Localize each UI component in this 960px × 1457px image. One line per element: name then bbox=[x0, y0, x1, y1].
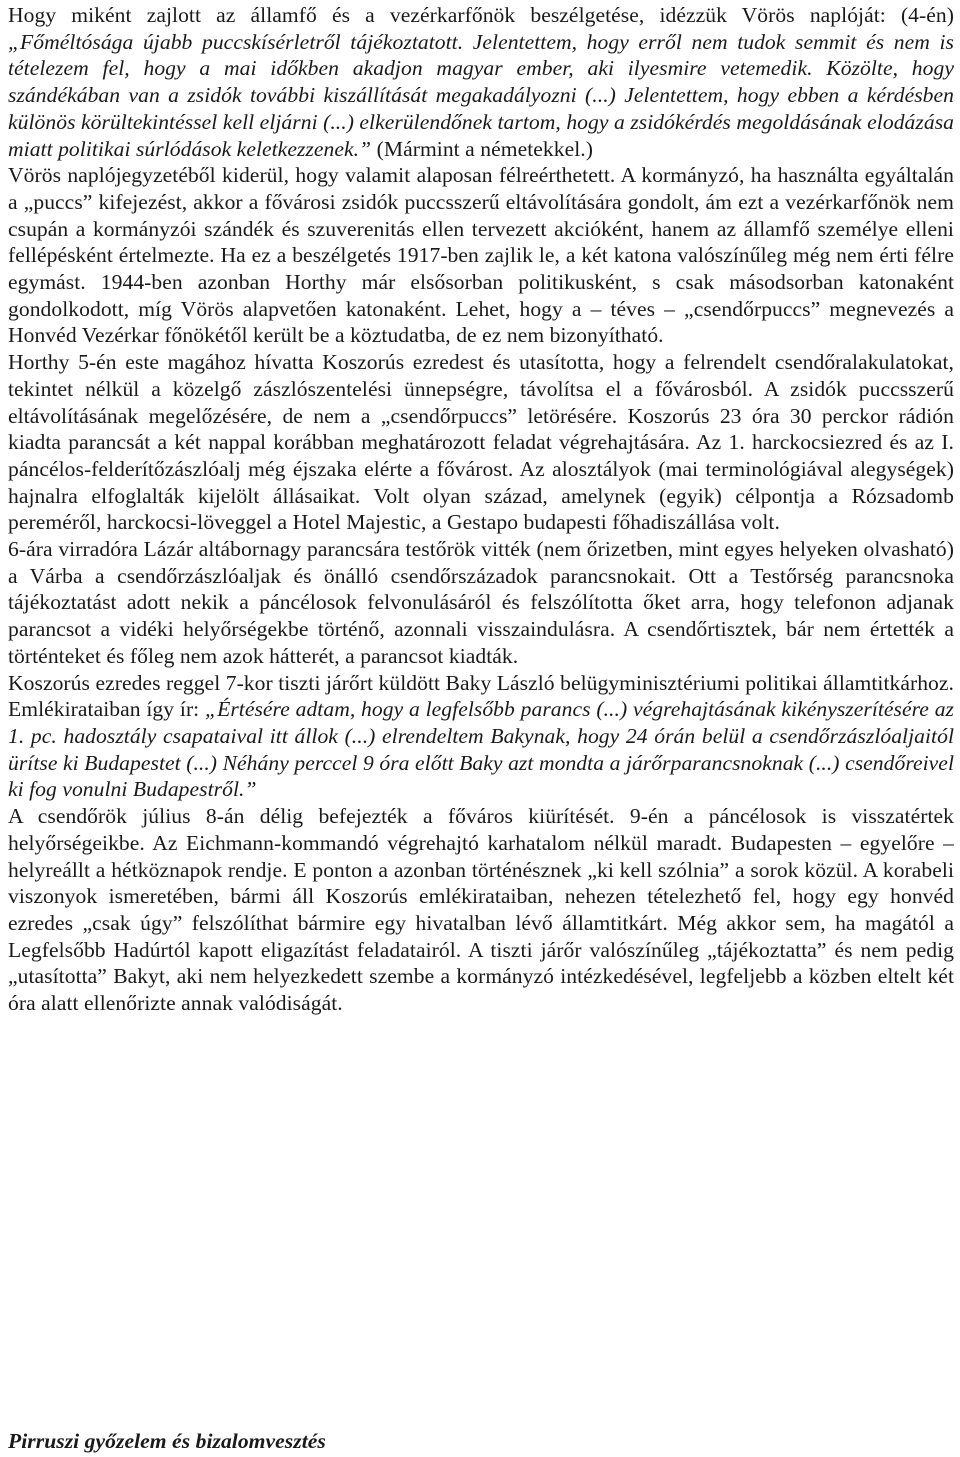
text-run: A csendőrök július 8-án délig befejezték a főváros kiürítését. 9-én a páncélosok is visszatértek helyőrségeikbe. Az Eichmann-kommandó végrehajtó karhatalom nélkül maradt. Budapesten – egyelőre – helyreállt a hétköznapok rendje. E ponton a azonban történésznek „ki kell szólnia” a sorok közül. A korabeli viszonyok ismeretében, bármi áll Koszorús emlékirataiban, nehezen tételezhető fel, hogy egy honvéd ezredes „csak úgy” felszólíthat bármire egy hivatalban lévő államtitkárt. Még akkor sem, ha magától a Legfelsőbb Hadúrtól kapott eligazítást feladatairól. A tiszti járőr valószínűleg „tájékoztatta” és nem pedig „utasította” Bakyt, aki nem helyezkedett szembe a kormányzó intézkedésével, legfeljebb a közben eltelt két óra alatt ellenőrizte annak valódiságát. bbox=[8, 804, 954, 1016]
quoted-text: „Értésére adtam, hogy a legfelsőbb parancs (...) végrehajtásának kikényszerítésére az 1. pc. hadosztály csapataival itt állok (...) elrendeltem Bakynak, hogy 24 órán belül a csendőrzászlóaljaitól ürítse ki Budapestet (...) Néhány perccel 9 óra előtt Baky azt mondta a járőrparancsnoknak (...) csendőreivel ki fog vonulni Budapestről.” bbox=[8, 697, 955, 802]
paragraph bbox=[8, 2, 954, 162]
section-heading: Pirruszi győzelem és bizalomvesztés bbox=[8, 1429, 326, 1453]
paragraph bbox=[8, 162, 954, 349]
body-text bbox=[8, 2, 954, 1017]
text-run: 6-ára virradóra Lázár altábornagy parancsára testőrök vitték (nem őrizetben, mint egyes helyeken olvasható) a Várba a csendőrzászlóaljak és önálló csendőrszázadok parancsnokait. Ott a Testőrség parancsnoka tájékoztatást adott nekik a páncélosok felvonulásáról és felszólította őket arra, hogy telefonon adjanak parancsot a vidéki helyőrségekbe történő, azonnali visszaindulásra. A csendőrtisztek, bár nem értették a történteket és főleg nem azok hátterét, a parancsot kiadták. bbox=[8, 537, 954, 668]
text-run: (Mármint a németekkel.) bbox=[371, 136, 593, 161]
paragraph bbox=[8, 536, 954, 670]
paragraph bbox=[8, 349, 954, 536]
paragraph bbox=[8, 670, 954, 804]
paragraph bbox=[8, 803, 954, 1017]
text-run: Vörös naplójegyzetéből kiderül, hogy valamit alaposan félreérthetett. A kormányzó, ha használta egyáltalán a „puccs” kifejezést, akkor a fővárosi zsidók puccsszerű eltávolítására gondolt, ám ezt a vezérkarfőnök nem csupán a kormányzói szándék és szuverenitás ellen tervezett akcióként, hanem az államfő személye elleni fellépésként értelmezte. Ha ez a beszélgetés 1917-ben zajlik le, a két katona valószínűleg még nem érti félre egymást. 1944-ben azonban Horthy már elsősorban politikusként, s csak másodsorban katonaként gondolkodott, míg Vörös alapvetően katonaként. Lehet, hogy a – téves – „csendőrpuccs” megnevezés a Honvéd Vezérkar főnökétől került be a köztudatba, de ez nem bizonyítható. bbox=[8, 163, 954, 348]
text-run: Hogy miként zajlott az államfő és a vezérkarfőnök beszélgetése, idézzük Vörös naplóját: (4-én) bbox=[8, 3, 954, 27]
text-run: Horthy 5-én este magához hívatta Koszorús ezredest és utasította, hogy a felrendelt csendőralakulatokat, tekintet nélkül a közelgő zászlószentelési ünnepségre, távolítsa el a fővárosból. A zsidók puccsszerű eltávolításának megelőzésére, de nem a „csendőrpuccs” letörésére. Koszorús 23 óra 30 perckor rádión kiadta parancsát a két nappal korábban meghatározott feladat végrehajtására. Az 1. harckocsiezred és az I. páncélos-felderítőzászlóalj még éjszaka elérte a fővárost. Az alosztályok (mai terminológiával alegységek) hajnalra elfoglalták kijelölt állásaikat. Volt olyan század, amelynek (egyik) célpontja a Rózsadomb pereméről, harckocsi-löveggel a Hotel Majestic, a Gestapo budapesti főhadiszállása volt. bbox=[8, 350, 954, 535]
text-run: Koszorús ezredes reggel 7-kor tiszti járőrt küldött Baky László belügyminisztériumi politikai államtitkárhoz. Emlékirataiban így ír: bbox=[8, 670, 954, 722]
quoted-text: „Főméltósága újabb puccskísérletről tájékoztatott. Jelentettem, hogy erről nem tudok semmit és nem is tételezem fel, hogy a mai időkben akadjon magyar ember, aki ilyesmire vetemedik. Közölte, hogy szándékában van a zsidók további kiszállítását megakadályozni (...) Jelentettem, hogy ebben a kérdésben különös körültekintéssel kell eljárni (...) elkerülendőnek tartom, hogy a zsidókérdés megoldásának elodázása miatt politikai súrlódások keletkezzenek.” bbox=[8, 29, 954, 161]
